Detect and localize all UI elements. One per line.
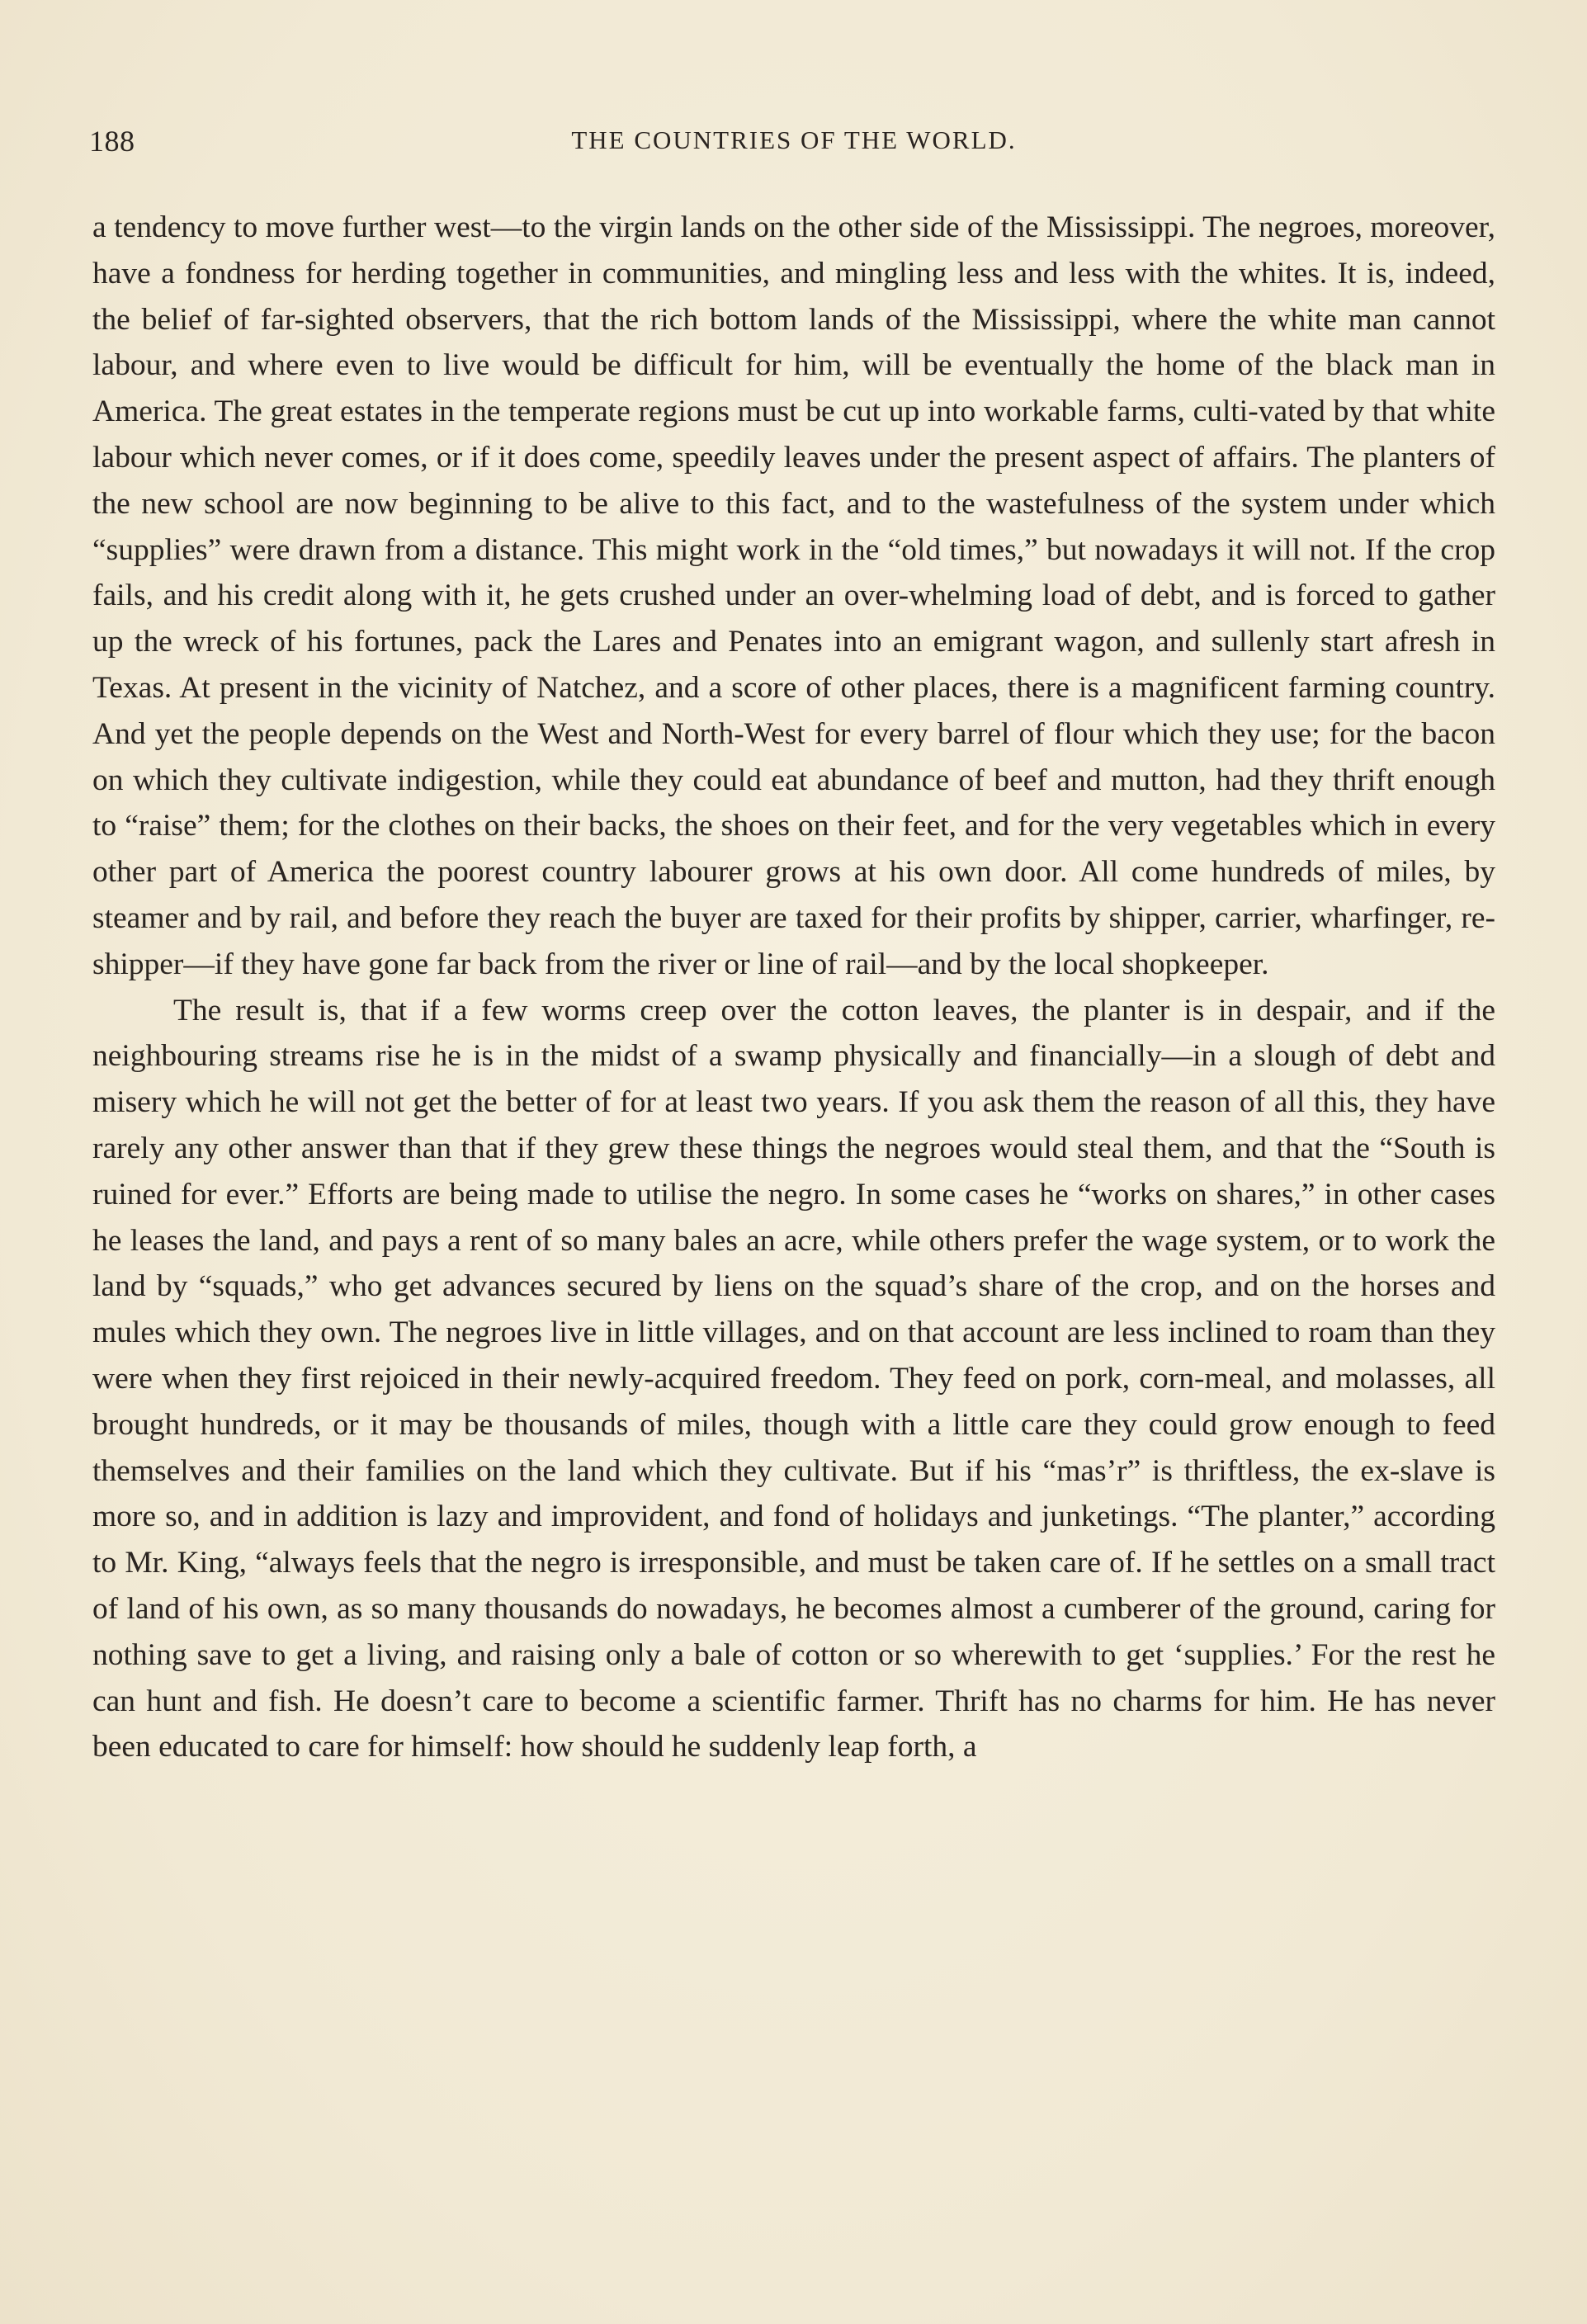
running-title: THE COUNTRIES OF THE WORLD. bbox=[571, 125, 1017, 154]
paragraph-continued: a tendency to move further west—to the virgin lands on the other side of the Mississippi. The negroes, moreover, have a fondness for herding together in communities, and mingling less and less with the whites. It is, indeed, the belief of far-sighted observers, that the rich bottom lands of the Mississippi, where the white man cannot labour, and where even to live would be difficult for him, will be eventually the home of the black man in America. The great estates in the temperate regions must be cut up into workable farms, culti-vated by that white labour which never comes, or if it does come, speedily leaves under the present aspect of affairs. The planters of the new school are now beginning to be alive to this fact, and to the wastefulness of the system under which “supplies” were drawn from a distance. This might work in the “old times,” but nowadays it will not. If the crop fails, and his credit along with it, he gets crushed under an over-whelming load of debt, and is forced to gather up the wreck of his fortunes, pack the Lares and Penates into an emigrant wagon, and sullenly start afresh in Texas. At present in the vicinity of Natchez, and a score of other places, there is a magnificent farming country. And yet the people depends on the West and North-West for every barrel of flour which they use; for the bacon on which they cultivate indigestion, while they could eat abundance of beef and mutton, had they thrift enough to “raise” them; for the clothes on their backs, the shoes on their feet, and for the very vegetables which in every other part of America the poorest country labourer grows at his own door. All come hundreds of miles, by steamer and by rail, and before they reach the buyer are taxed for their profits by shipper, carrier, wharfinger, re-shipper—if they have gone far back from the river or line of rail—and by the local shopkeeper. bbox=[92, 210, 1495, 981]
body-text bbox=[92, 205, 1495, 1770]
running-head bbox=[89, 124, 1499, 165]
paragraph: The result is, that if a few worms creep over the cotton leaves, the planter is in despair, and if the neighbouring streams rise he is in the midst of a swamp physically and financially—in a slough of debt and misery which he will not get the better of for at least two years. If you ask them the reason of all this, they have rarely any other answer than that if they grew these things the negroes would steal them, and that the “South is ruined for ever.” Efforts are being made to utilise the negro. In some cases he “works on shares,” in other cases he leases the land, and pays a rent of so many bales an acre, while others prefer the wage system, or to work the land by “squads,” who get advances secured by liens on the squad’s share of the crop, and on the horses and mules which they own. The negroes live in little villages, and on that account are less inclined to roam than they were when they first rejoiced in their newly-acquired freedom. They feed on pork, corn-meal, and molasses, all brought hundreds, or it may be thousands of miles, though with a little care they could grow enough to feed themselves and their families on the land which they cultivate. But if his “mas’r” is thriftless, the ex-slave is more so, and in addition is lazy and improvident, and fond of holidays and junketings. “The planter,” according to Mr. King, “always feels that the negro is irresponsible, and must be taken care of. If he settles on a small tract of land of his own, as so many thousands do nowadays, he becomes almost a cumberer of the ground, caring for nothing save to get a living, and raising only a bale of cotton or so wherewith to get ‘supplies.’ For the rest he can hunt and fish. He doesn’t care to become a scientific farmer. Thrift has no charms for him. He has never been educated to care for himself: how should he suddenly leap forth, a bbox=[92, 993, 1495, 1764]
page-number: 188 bbox=[89, 125, 135, 158]
